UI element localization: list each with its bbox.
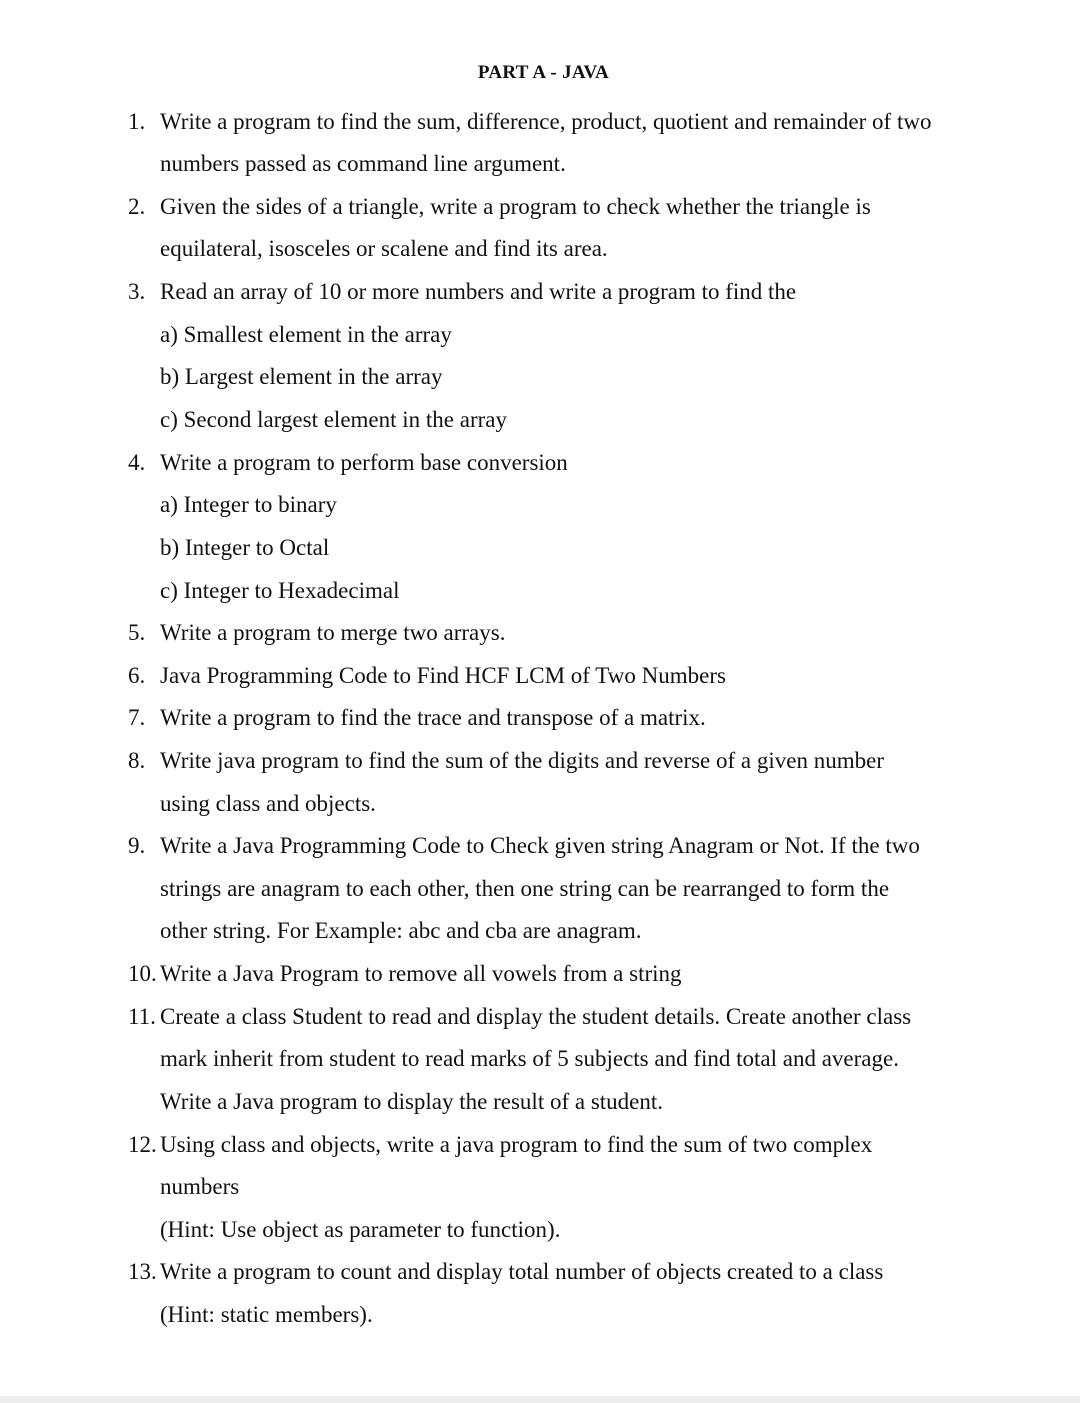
item-number: 12. — [128, 1132, 157, 1157]
page-title: PART A - JAVA — [477, 62, 610, 83]
item-text: Write a Java Program to remove all vowels from a string — [160, 961, 682, 986]
item-text: strings are anagram to each other, then one string can be rearranged to form the — [160, 876, 890, 901]
item-number: 13. — [128, 1259, 157, 1284]
item-number: 3. — [128, 279, 146, 304]
item-text: Write a Java Programming Code to Check given string Anagram or Not. If the two — [160, 833, 920, 858]
item-text: Write a program to find the trace and transpose of a matrix. — [160, 705, 706, 730]
item-text: equilateral, isosceles or scalene and find its area. — [160, 236, 608, 261]
item-text: Read an array of 10 or more numbers and write a program to find the — [160, 279, 797, 304]
item-text: Given the sides of a triangle, write a program to check whether the triangle is — [160, 194, 871, 219]
item-text: numbers — [160, 1174, 240, 1199]
item-number: 7. — [128, 705, 146, 730]
item-text: b) Largest element in the array — [160, 364, 443, 389]
item-number: 11. — [128, 1004, 156, 1029]
item-text: mark inherit from student to read marks of 5 subjects and find total and average. — [160, 1046, 899, 1071]
item-text: (Hint: Use object as parameter to function). — [160, 1217, 561, 1242]
item-number: 4. — [128, 450, 146, 475]
item-text: a) Smallest element in the array — [160, 322, 452, 347]
item-text: c) Integer to Hexadecimal — [160, 578, 400, 603]
item-text: Java Programming Code to Find HCF LCM of Two Numbers — [160, 663, 726, 688]
item-number: 9. — [128, 833, 146, 858]
item-text: Create a class Student to read and display the student details. Create another class — [160, 1004, 912, 1029]
item-text: Write a program to find the sum, difference, product, quotient and remainder of two — [160, 109, 932, 134]
item-text: b) Integer to Octal — [160, 535, 330, 560]
item-text: (Hint: static members). — [160, 1302, 373, 1327]
page-bottom-edge — [0, 1396, 1080, 1403]
item-text: a) Integer to binary — [160, 492, 337, 517]
item-text: Write a Java program to display the result of a student. — [160, 1089, 664, 1114]
item-text: Write java program to find the sum of the digits and reverse of a given number — [160, 748, 884, 773]
item-text: Write a program to count and display total number of objects created to a class — [160, 1259, 884, 1284]
item-number: 6. — [128, 663, 146, 688]
item-number: 5. — [128, 620, 146, 645]
item-text: Write a program to perform base conversion — [160, 450, 568, 475]
item-number: 10. — [128, 961, 157, 986]
item-text: numbers passed as command line argument. — [160, 151, 566, 176]
item-number: 1. — [128, 109, 146, 134]
item-text: other string. For Example: abc and cba are anagram. — [160, 918, 642, 943]
item-text: c) Second largest element in the array — [160, 407, 507, 432]
item-text: Write a program to merge two arrays. — [160, 620, 506, 645]
item-text: Using class and objects, write a java program to find the sum of two complex — [160, 1132, 873, 1157]
item-text: using class and objects. — [160, 791, 376, 816]
item-number: 2. — [128, 194, 146, 219]
item-number: 8. — [128, 748, 146, 773]
